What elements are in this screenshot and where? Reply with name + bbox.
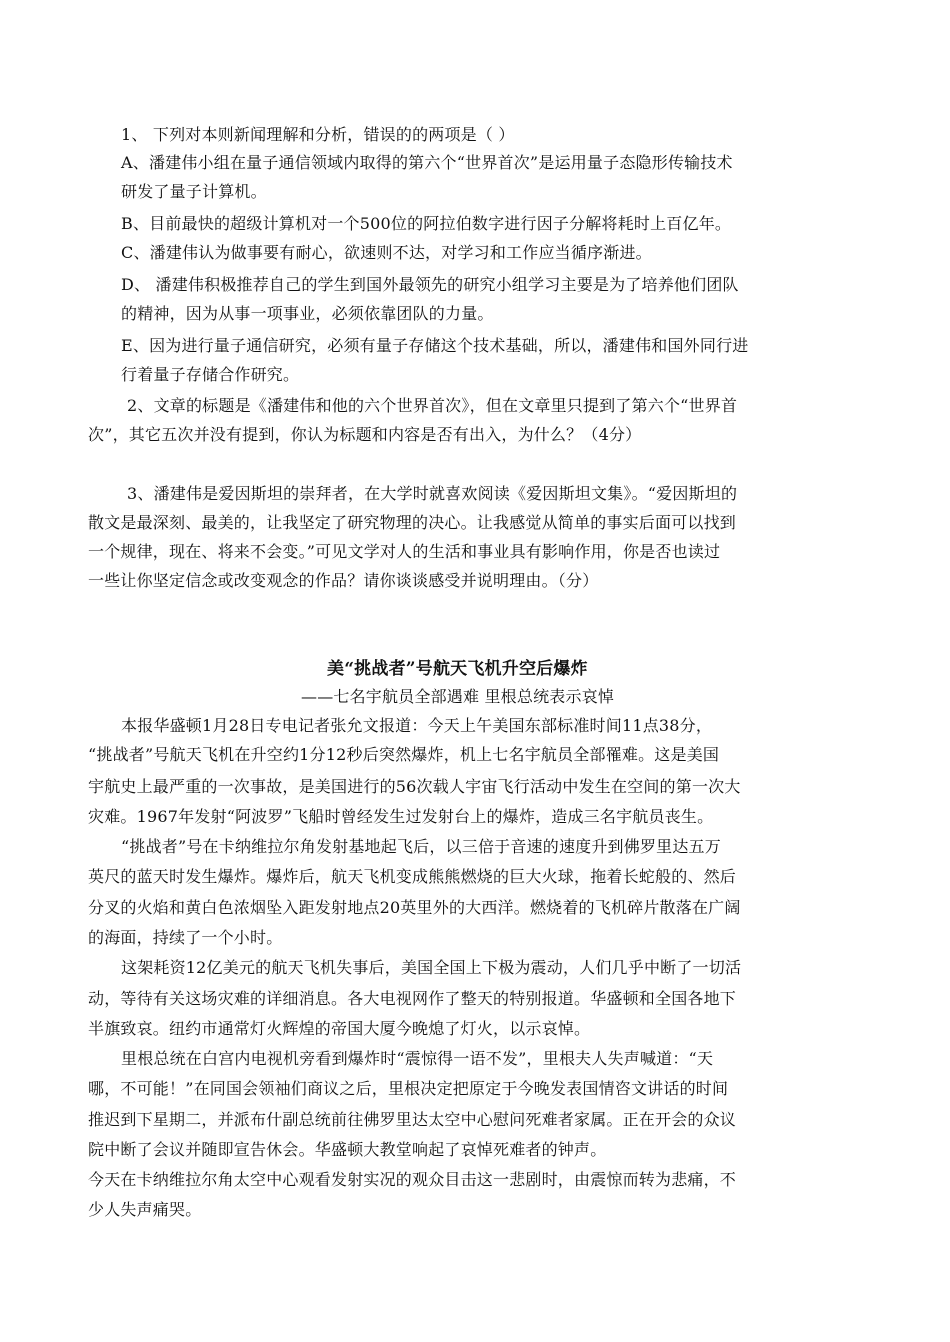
- article-paragraph-4-line-4: 院中断了会议并随即宣告休会。华盛顿大教堂响起了哀悼死难者的钟声。: [88, 1140, 607, 1159]
- article-paragraph-2-line-3: 分叉的火焰和黄白色浓烟坠入距发射地点20英里外的大西洋。燃烧着的飞机碎片散落在广阔: [88, 898, 741, 917]
- question-1-option-a-line-2: 研发了量子计算机。: [121, 182, 267, 201]
- article-paragraph-1-line-3: 宇航史上最严重的一次事故，是美国进行的56次载人宇宙飞行活动中发生在空间的第一次大: [88, 777, 741, 796]
- question-3-line-3: 一个规律，现在、将来不会变。”可见文学对人的生活和事业具有影响作用，你是否也读过: [88, 542, 721, 561]
- question-1-stem: 1、 下列对本则新闻理解和分析，错误的的两项是（ ）: [121, 125, 515, 144]
- question-1-option-e-line-2: 行着量子存储合作研究。: [121, 365, 300, 384]
- article-paragraph-2-line-4: 的海面，持续了一个小时。: [88, 928, 283, 947]
- article-paragraph-4-line-3: 推迟到下星期二，并派布什副总统前往佛罗里达太空中心慰问死难者家属。正在开会的众议: [88, 1110, 737, 1129]
- article-paragraph-5-line-1: 今天在卡纳维拉尔角太空中心观看发射实况的观众目击这一悲剧时，由震惊而转为悲痛，不: [88, 1170, 737, 1189]
- article-paragraph-4-line-1: 里根总统在白宫内电视机旁看到爆炸时“震惊得一语不发”，里根夫人失声喊道：“天: [121, 1049, 714, 1068]
- article-paragraph-3-line-2: 动，等待有关这场灾难的详细消息。各大电视网作了整天的特别报道。华盛顿和全国各地下: [88, 989, 737, 1008]
- article-paragraph-5-line-2: 少人失声痛哭。: [88, 1200, 202, 1219]
- article-paragraph-2-line-1: “挑战者”号在卡纳维拉尔角发射基地起飞后，以三倍于音速的速度升到佛罗里达五万: [121, 837, 721, 856]
- question-3-line-2: 散文是最深刻、最美的，让我坚定了研究物理的决心。让我感觉从简单的事实后面可以找到: [88, 513, 737, 532]
- article-paragraph-4-line-2: 哪，不可能！”在同国会领袖们商议之后，里根决定把原定于今晚发表国情咨文讲话的时间: [88, 1079, 729, 1098]
- question-2-line-1: 2、文章的标题是《潘建伟和他的六个世界首次》，但在文章里只提到了第六个“世界首: [127, 396, 738, 415]
- question-1-option-d-line-1: D、 潘建伟积极推荐自己的学生到国外最领先的研究小组学习主要是为了培养他们团队: [121, 275, 739, 294]
- question-2-line-2: 次”，其它五次并没有提到，你认为标题和内容是否有出入，为什么？（4分）: [88, 425, 642, 444]
- article-paragraph-2-line-2: 英尺的蓝天时发生爆炸。爆炸后，航天飞机变成熊熊燃烧的巨大火球，拖着长蛇般的、然后: [88, 867, 737, 886]
- article-title: 美“挑战者”号航天飞机升空后爆炸: [327, 659, 588, 679]
- article-paragraph-1-line-4: 灾难。1967年发射“阿波罗”飞船时曾经发生过发射台上的爆炸，造成三名宇航员丧生。: [88, 807, 714, 826]
- question-1-option-e-line-1: E、因为进行量子通信研究，必须有量子存储这个技术基础，所以，潘建伟和国外同行进: [121, 336, 749, 355]
- article-paragraph-1-line-2: “挑战者”号航天飞机在升空约1分12秒后突然爆炸，机上七名宇航员全部罹难。这是美国: [88, 745, 720, 764]
- question-3-line-4: 一些让你坚定信念或改变观念的作品？请你谈谈感受并说明理由。（分）: [88, 571, 599, 590]
- article-paragraph-1-line-1: 本报华盛顿1月28日专电记者张允文报道：今天上午美国东部标准时间11点38分，: [121, 716, 713, 735]
- article-subtitle: ——七名宇航员全部遇难 里根总统表示哀悼: [301, 687, 615, 706]
- question-1-option-d-line-2: 的精神，因为从事一项事业，必须依靠团队的力量。: [121, 304, 494, 323]
- question-1-option-a-line-1: A、潘建伟小组在量子通信领域内取得的第六个“世界首次”是运用量子态隐形传输技术: [121, 153, 733, 172]
- question-3-line-1: 3、潘建伟是爱因斯坦的崇拜者，在大学时就喜欢阅读《爱因斯坦文集》。“爱因斯坦的: [127, 484, 738, 503]
- article-paragraph-3-line-3: 半旗致哀。纽约市通常灯火辉煌的帝国大厦今晚熄了灯火，以示哀悼。: [88, 1019, 591, 1038]
- article-paragraph-3-line-1: 这架耗资12亿美元的航天飞机失事后，美国全国上下极为震动，人们几乎中断了一切活: [121, 958, 742, 977]
- question-1-option-b: B、目前最快的超级计算机对一个500位的阿拉伯数字进行因子分解将耗时上百亿年。: [121, 214, 732, 233]
- question-1-option-c: C、潘建伟认为做事要有耐心，欲速则不达，对学习和工作应当循序渐进。: [121, 243, 652, 262]
